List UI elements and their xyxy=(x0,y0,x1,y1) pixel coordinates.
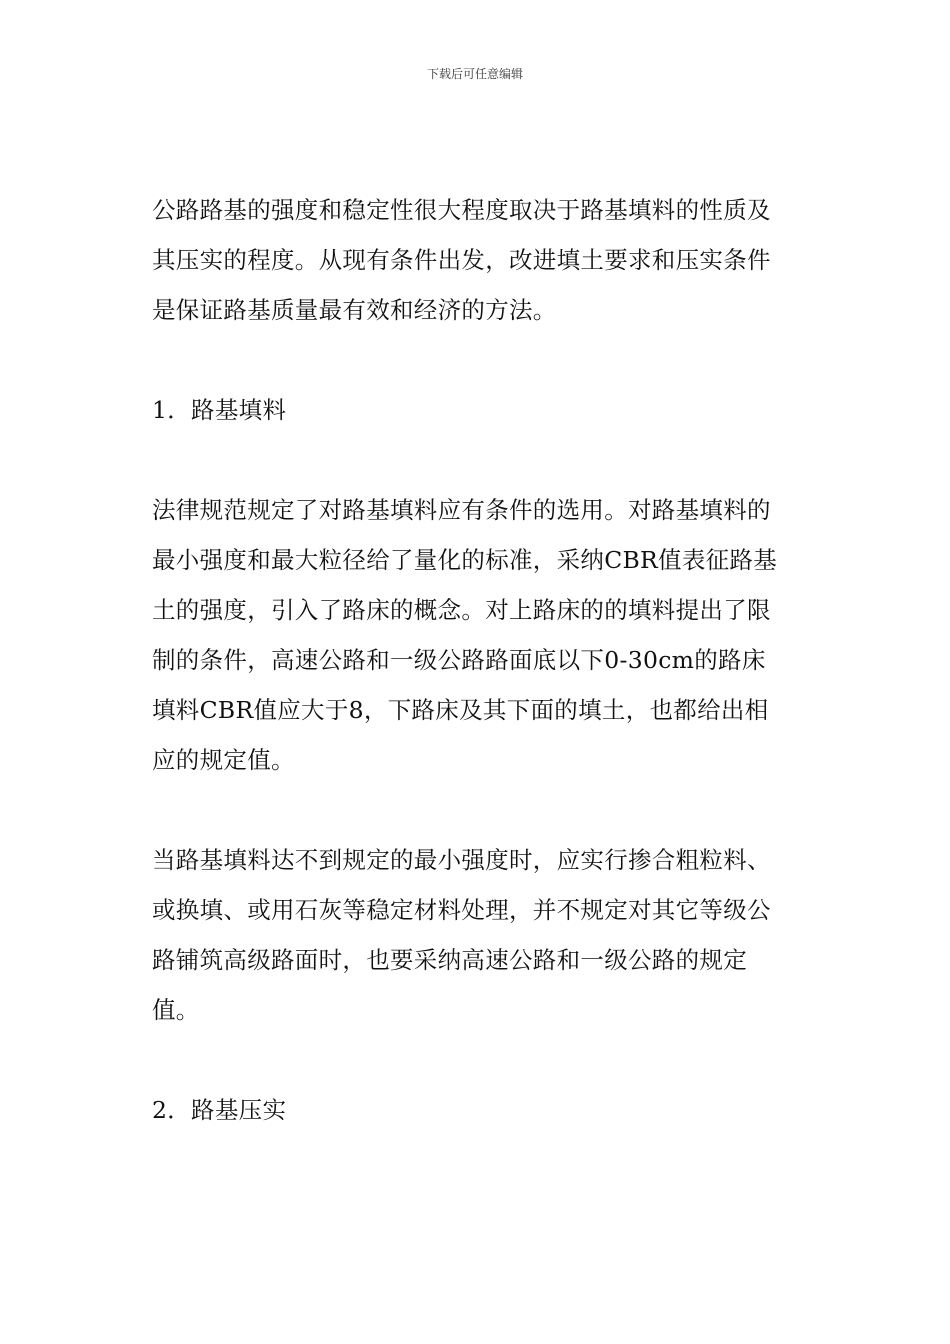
spacer xyxy=(152,335,812,385)
text-line: 路铺筑高级路面时，也要采纳高速公路和一级公路的规定 xyxy=(152,946,747,974)
paragraph-intro xyxy=(152,185,812,335)
text-line: 公路路基的强度和稳定性很大程度取决于路基填料的性质及 xyxy=(152,196,771,224)
spacer xyxy=(152,1035,812,1085)
text-line: 或换填、或用石灰等稳定材料处理，并不规定对其它等级公 xyxy=(152,896,771,924)
spacer xyxy=(152,435,812,485)
text-line: 当路基填料达不到规定的最小强度时，应实行掺合粗粒料、 xyxy=(152,846,771,874)
text-line: 法律规范规定了对路基填料应有条件的选用。对路基填料的 xyxy=(152,496,771,524)
text-line: 制的条件，高速公路和一级公路路面底以下0-30cm的路床 xyxy=(152,646,766,674)
heading-text: 1．路基填料 xyxy=(152,396,287,424)
text-line: 最小强度和最大粒径给了量化的标准，采纳CBR值表征路基 xyxy=(152,546,778,574)
section-heading-compaction xyxy=(152,1085,812,1135)
paragraph-fill-regulations xyxy=(152,485,812,785)
text-line: 值。 xyxy=(152,996,200,1024)
text-line: 应的规定值。 xyxy=(152,746,295,774)
page-header: 下载后可任意编辑 xyxy=(426,67,523,81)
text-line: 是保证路基质量最有效和经济的方法。 xyxy=(152,296,557,324)
paragraph-min-strength xyxy=(152,835,812,1035)
spacer xyxy=(152,785,812,835)
heading-text: 2．路基压实 xyxy=(152,1096,287,1124)
text-line: 其压实的程度。从现有条件出发，改进填土要求和压实条件 xyxy=(152,246,771,274)
text-line: 填料CBR值应大于8，下路床及其下面的填土，也都给出相 xyxy=(152,696,769,724)
section-heading-fill-material xyxy=(152,385,812,435)
document-body xyxy=(152,185,812,1135)
text-line: 土的强度，引入了路床的概念。对上路床的的填料提出了限 xyxy=(152,596,771,624)
